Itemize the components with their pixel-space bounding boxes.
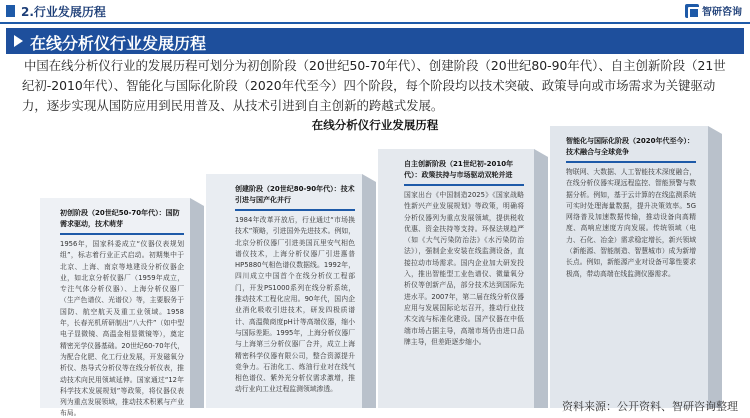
step-1-side <box>190 198 204 408</box>
intro-paragraph: 中国在线分析仪行业的发展历程可划分为初创阶段（20世纪50-70年代）、创建阶段（20世纪80-90年代）、自主创新阶段（21世纪初-2010年代）、智能化与国际化阶段（2020年代至今）四个阶段，每个阶段均以技术突破、政策导向或市场需求为关键驱动力，逐步实现从国防应用到民用普及、从技术引进到自主创新的跨越式发展。 <box>22 58 726 113</box>
timeline-title: 在线分析仪行业发展历程 <box>311 118 439 132</box>
stage-divider <box>404 184 524 186</box>
stage-heading: 初创阶段（20世纪50-70年代）：国防需求驱动，技术萌芽 <box>60 209 180 228</box>
stage-divider <box>235 209 355 211</box>
stage-heading: 自主创新阶段（21世纪初-2010年代）：政策扶持与市场驱动双轮并进 <box>404 160 514 179</box>
stage-card-innovation <box>404 159 524 348</box>
stage-body: 1984年改革开放后，行业通过“市场换技术”策略，引进国外先进技术。例如，北京分析仪器厂引进美国瓦里安气相色谱仪技术，上海分析仪器厂引进惠普HP5880气相色谱仪数据线。1992年，四川成立中国首个在线分析仪工程部门，开发PS1000系列在线分析系统，推动技术工程化应用。90年代，国内企业消化吸收引进技术，研发四极质谱计、高温微商度pH计等高端仪器，缩小与国际差距。1995年，上海分析仪器厂与上海第三分析仪器厂合并，成立上海精密科学仪器有限公司，整合资源提升竞争力。石油化工、炼油行业对在线气相色谱仪、紫外光分析仪需求激增，推动行业向工业过程监测领域渗透。 <box>235 216 355 394</box>
stage-divider <box>566 161 696 163</box>
stage-heading: 创建阶段（20世纪80-90年代）：技术引进与国产化并行 <box>235 185 355 204</box>
step-3-side <box>534 149 548 408</box>
stage-card-intelligence <box>566 136 696 280</box>
banner-title: 在线分析仪行业发展历程 <box>30 34 207 53</box>
stage-body: 物联网、大数据、人工智能技术深度融合，在线分析仪器实现远程监控、智能预警与数据分析。例如，基于云计算的在线监测系统可实时处理海量数据，提升决策效率。5G网络普及加速数据传输，推动设备向高精度、高响应速度方向发展。传统领域（电力、石化、冶金）需求稳定增长，新兴领域（新能源、智能制造、智慧城市）成为新增长点。例如，新能源产业对设备可靠性要求极高，带动高端在线监测仪器需求。 <box>566 168 696 278</box>
step-2-side <box>362 174 376 408</box>
stage-card-startup <box>60 208 184 418</box>
stage-body: 1956年，国家科委成立“仪器仪表规划组”，标志着行业正式启动。初期集中于北京、上海、南京等地建设分析仪器企业，如北京分析仪器厂（1959年成立，专注气体分析仪器）、上海分析仪器厂（生产色谱仪、光谱仪）等，主要服务于国防、航空航天及重工业领域。1958年，长春光机所研制出“八大件”（如中型电子显微镜、高温金相显微镜等），奠定精密光学仪器基础。20世纪60-70年代，为配合化肥、化工行业发展，开发磁氧分析仪、热导式分析仪等在线分析仪表，推动技术向民用领域延伸。国家通过“12年科学技术发展规划”等政策，将仪器仪表列为重点发展领域，推动技术积累与产业布局。 <box>60 240 184 418</box>
section-label: 2.行业发展历程 <box>21 5 106 19</box>
stage-card-creation <box>235 184 355 396</box>
logo-text: 智研咨询 <box>702 7 742 18</box>
stage-body: 国家出台《中国制造2025》《国家战略性新兴产业发展规划》等政策，明确将分析仪器列为重点发展领域，提供税收优惠、资金扶持等支持。环保法规趋严（如《大气污染防治法》《水污染防治法》），强制企业安装在线监测设备，直接拉动市场需求。国内企业加大研发投入，推出智能型工业色谱仪、微量氧分析仪等创新产品，部分技术达到国际先进水平。2007年，第二届在线分析仪器应用与发展国际论坛召开，推动行业技术交流与标准化建设。国产仪器在中低端市场占据主导，高端市场仍由进口品牌主导，但差距逐步缩小。 <box>404 191 524 346</box>
stage-divider <box>60 233 184 235</box>
stage-heading: 智能化与国际化阶段（2020年代至今）：技术融合与全球竞争 <box>566 137 694 156</box>
step-4-side <box>708 126 722 408</box>
source-note: 资料来源：公开资料、智研咨询整理 <box>562 400 738 413</box>
